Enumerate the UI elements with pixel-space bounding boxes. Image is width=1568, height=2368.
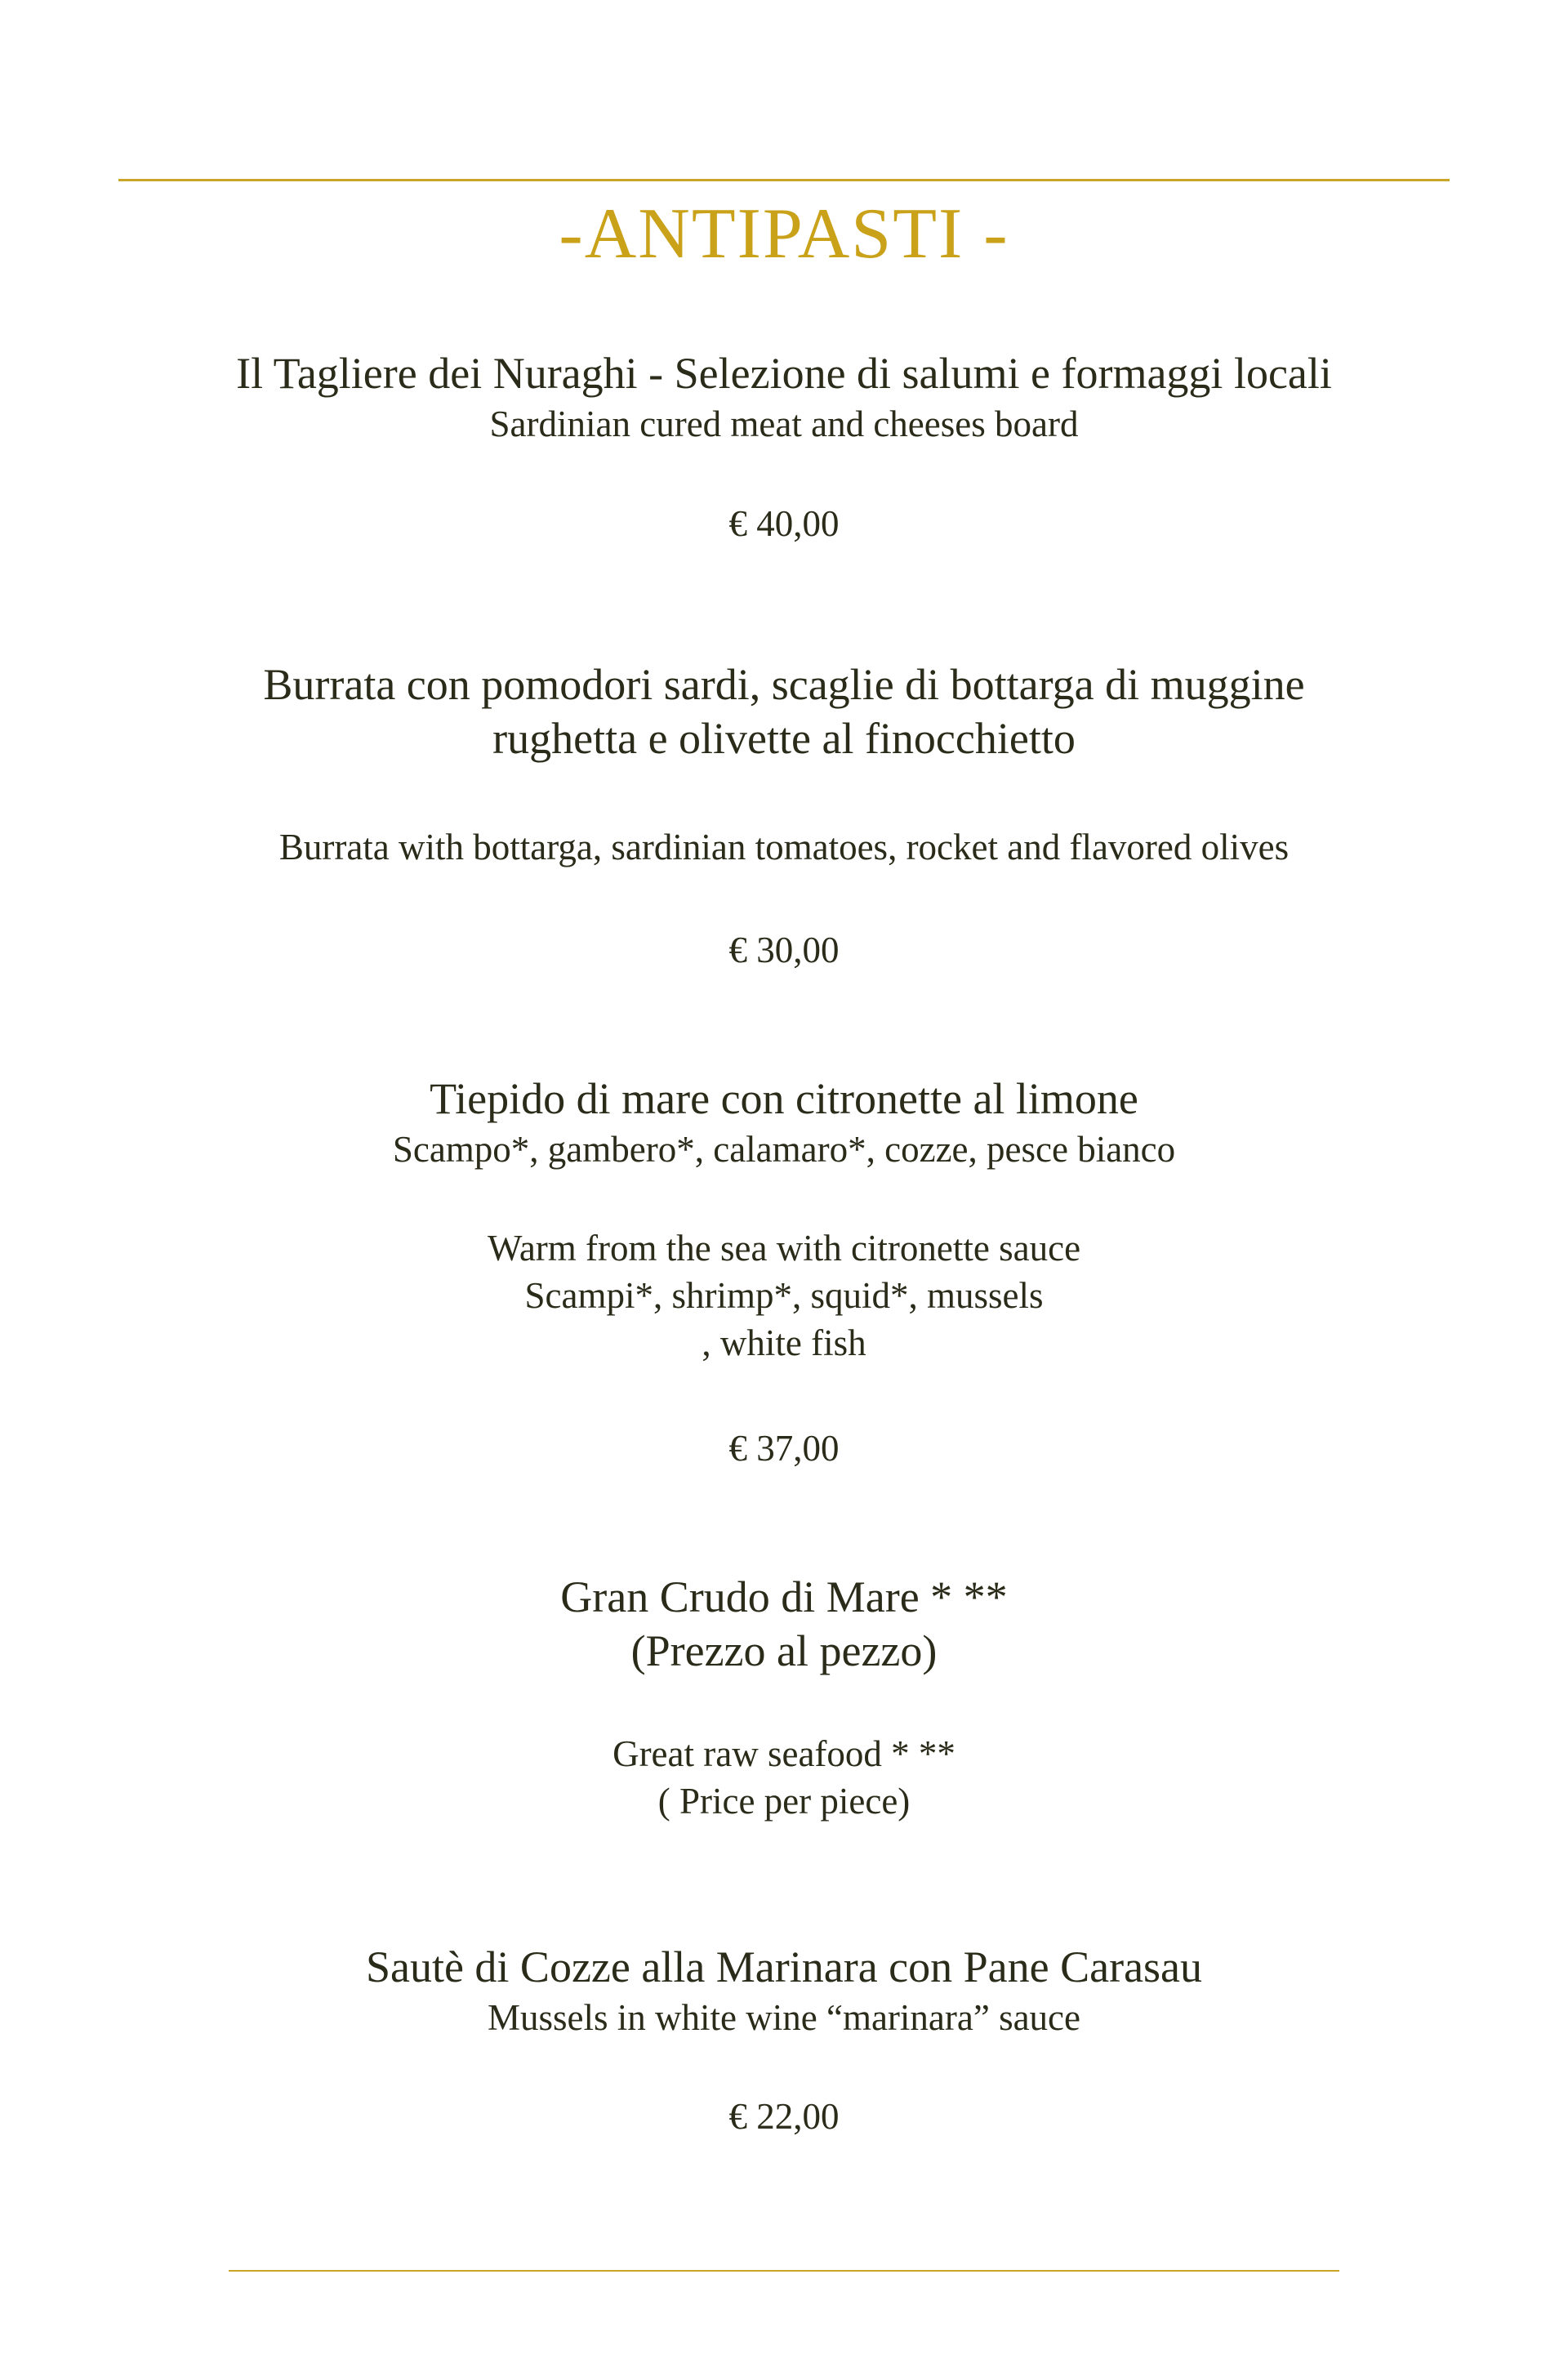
menu-item-saute-cozze: [0, 1940, 1568, 2041]
menu-item-burrata-english-row: [0, 823, 1568, 871]
item-english-line-1: Great raw seafood * **: [612, 1733, 956, 1774]
item-english-line-2: Scampi*, shrimp*, squid*, mussels: [524, 1275, 1044, 1316]
item-name-line-2: (Prezzo al pezzo): [630, 1626, 938, 1675]
item-price: € 22,00: [728, 2096, 840, 2137]
item-name: Sautè di Cozze alla Marinara con Pane Carasau: [365, 1942, 1203, 1991]
item-price: € 40,00: [728, 503, 840, 544]
item-english-line-1: Warm from the sea with citronette sauce: [487, 1228, 1081, 1269]
menu-item-burrata: [0, 658, 1568, 765]
section-title: -ANTIPASTI -: [559, 194, 1009, 274]
item-price: € 30,00: [728, 930, 840, 970]
menu-item-tiepido-price-row: [0, 1425, 1568, 1472]
menu-item-burrata-price-row: [0, 926, 1568, 974]
menu-item-gran-crudo: [0, 1570, 1568, 1678]
item-english: Mussels in white wine “marinara” sauce: [488, 1997, 1080, 2038]
item-ingredients: Scampo*, gambero*, calamaro*, cozze, pesce bianco: [392, 1129, 1176, 1170]
item-name: Il Tagliere dei Nuraghi - Selezione di salumi e formaggi locali: [236, 349, 1332, 398]
menu-item-tiepido-english: [0, 1224, 1568, 1367]
item-price: € 37,00: [728, 1428, 840, 1469]
item-english: Burrata with bottarga, sardinian tomatoes, rocket and flavored olives: [278, 827, 1290, 867]
menu-item-saute-cozze-price-row: [0, 2093, 1568, 2140]
item-name-line-2: rughetta e olivette al finocchietto: [492, 714, 1076, 763]
item-name-line-1: Gran Crudo di Mare * **: [560, 1572, 1008, 1621]
menu-item-tagliere: [0, 346, 1568, 448]
menu-item-gran-crudo-english: [0, 1730, 1568, 1825]
top-divider: [118, 179, 1450, 181]
item-english: Sardinian cured meat and cheeses board: [489, 404, 1079, 444]
item-english-line-2: ( Price per piece): [657, 1781, 911, 1822]
bottom-divider: [229, 2270, 1339, 2272]
item-name-line-1: Burrata con pomodori sardi, scaglie di bottarga di muggine: [263, 660, 1305, 709]
menu-item-tagliere-price-row: [0, 500, 1568, 547]
menu-item-tiepido: [0, 1072, 1568, 1173]
item-name: Tiepido di mare con citronette al limone: [430, 1074, 1138, 1123]
item-english-line-3: , white fish: [702, 1322, 866, 1363]
